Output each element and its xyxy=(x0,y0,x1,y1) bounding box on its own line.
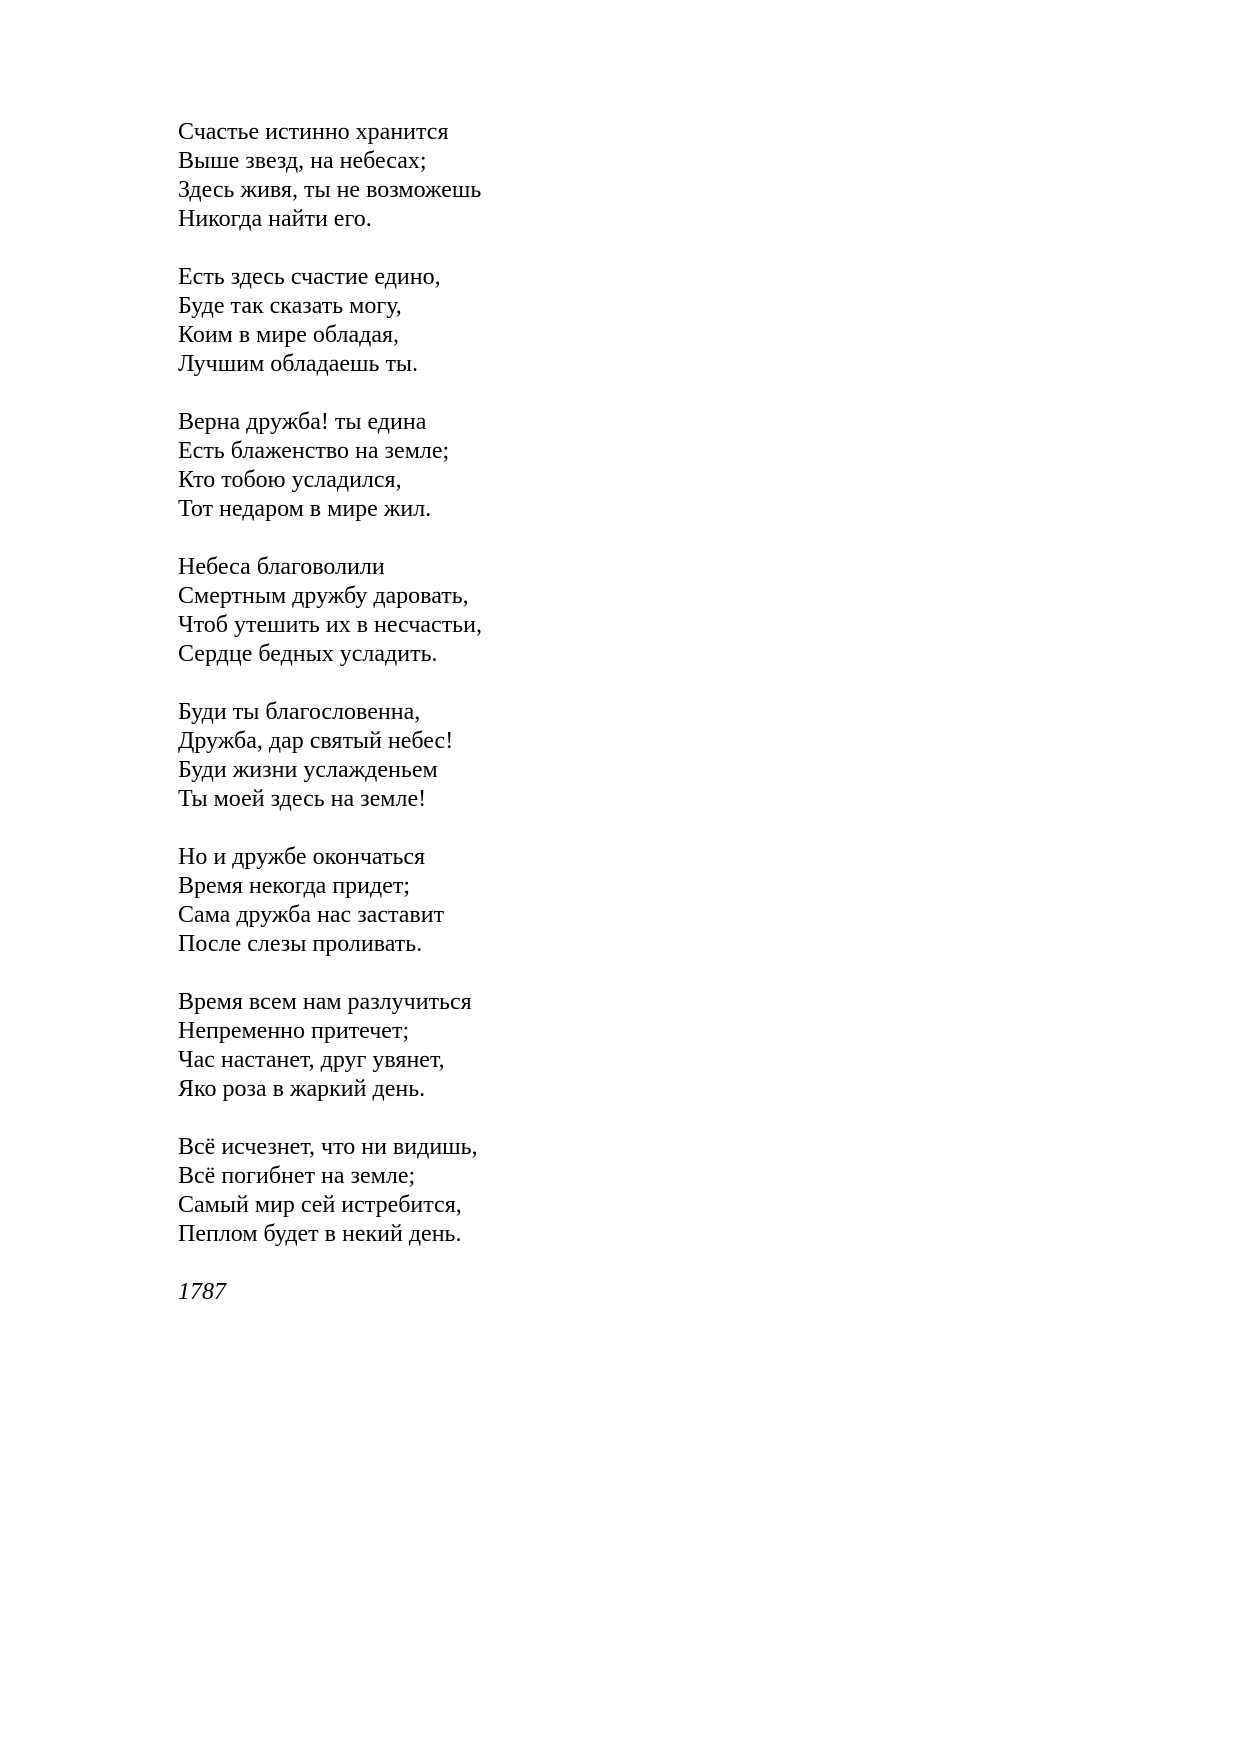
poem-line: Счастье истинно хранится xyxy=(178,119,449,145)
poem-line: Непременно притечет; xyxy=(178,1018,410,1044)
poem-line: Яко роза в жаркий день. xyxy=(178,1076,426,1102)
poem-date: 1787 xyxy=(178,1279,226,1305)
poem-line: Здесь живя, ты не возможешь xyxy=(178,177,482,203)
poem-line: Выше звезд, на небесах; xyxy=(178,148,427,174)
poem-line: Верна дружба! ты едина xyxy=(178,409,427,435)
poem-line: Смертным дружбу даровать, xyxy=(178,583,469,609)
poem-line: Буди жизни услажденьем xyxy=(178,757,438,783)
poem-line: Всё исчезнет, что ни видишь, xyxy=(178,1134,478,1160)
stanza-3 xyxy=(178,408,878,524)
poem-line: Лучшим обладаешь ты. xyxy=(178,351,419,377)
poem-line: Ты моей здесь на земле! xyxy=(178,786,427,812)
poem-line: Есть здесь счастие едино, xyxy=(178,264,441,290)
stanza-4 xyxy=(178,553,878,669)
poem-line: Есть блаженство на земле; xyxy=(178,438,450,464)
poem-line: Небеса благоволили xyxy=(178,554,385,580)
stanza-1 xyxy=(178,118,878,234)
poem-line: После слезы проливать. xyxy=(178,931,423,957)
stanza-2 xyxy=(178,263,878,379)
stanza-6 xyxy=(178,843,878,959)
poem-line: Буди ты благословенна, xyxy=(178,699,421,725)
poem-line: Коим в мире обладая, xyxy=(178,322,400,348)
poem-line: Сердце бедных усладить. xyxy=(178,641,438,667)
poem-body xyxy=(178,118,878,1307)
stanza-7 xyxy=(178,988,878,1104)
poem-line: Дружба, дар святый небес! xyxy=(178,728,454,754)
poem-line: Буде так сказать могу, xyxy=(178,293,402,319)
poem-line: Тот недаром в мире жил. xyxy=(178,496,432,522)
poem-line: Самый мир сей истребится, xyxy=(178,1192,462,1218)
poem-line: Сама дружба нас заставит xyxy=(178,902,445,928)
poem-line: Но и дружбе окончаться xyxy=(178,844,426,870)
poem-line: Время некогда придет; xyxy=(178,873,411,899)
stanza-8 xyxy=(178,1133,878,1249)
poem-line: Кто тобою усладился, xyxy=(178,467,402,493)
stanza-5 xyxy=(178,698,878,814)
poem-line: Чтоб утешить их в несчастьи, xyxy=(178,612,482,638)
poem-line: Время всем нам разлучиться xyxy=(178,989,472,1015)
poem-line: Никогда найти его. xyxy=(178,206,372,232)
poem-line: Всё погибнет на земле; xyxy=(178,1163,416,1189)
poem-line: Час настанет, друг увянет, xyxy=(178,1047,445,1073)
poem-line: Пеплом будет в некий день. xyxy=(178,1221,462,1247)
